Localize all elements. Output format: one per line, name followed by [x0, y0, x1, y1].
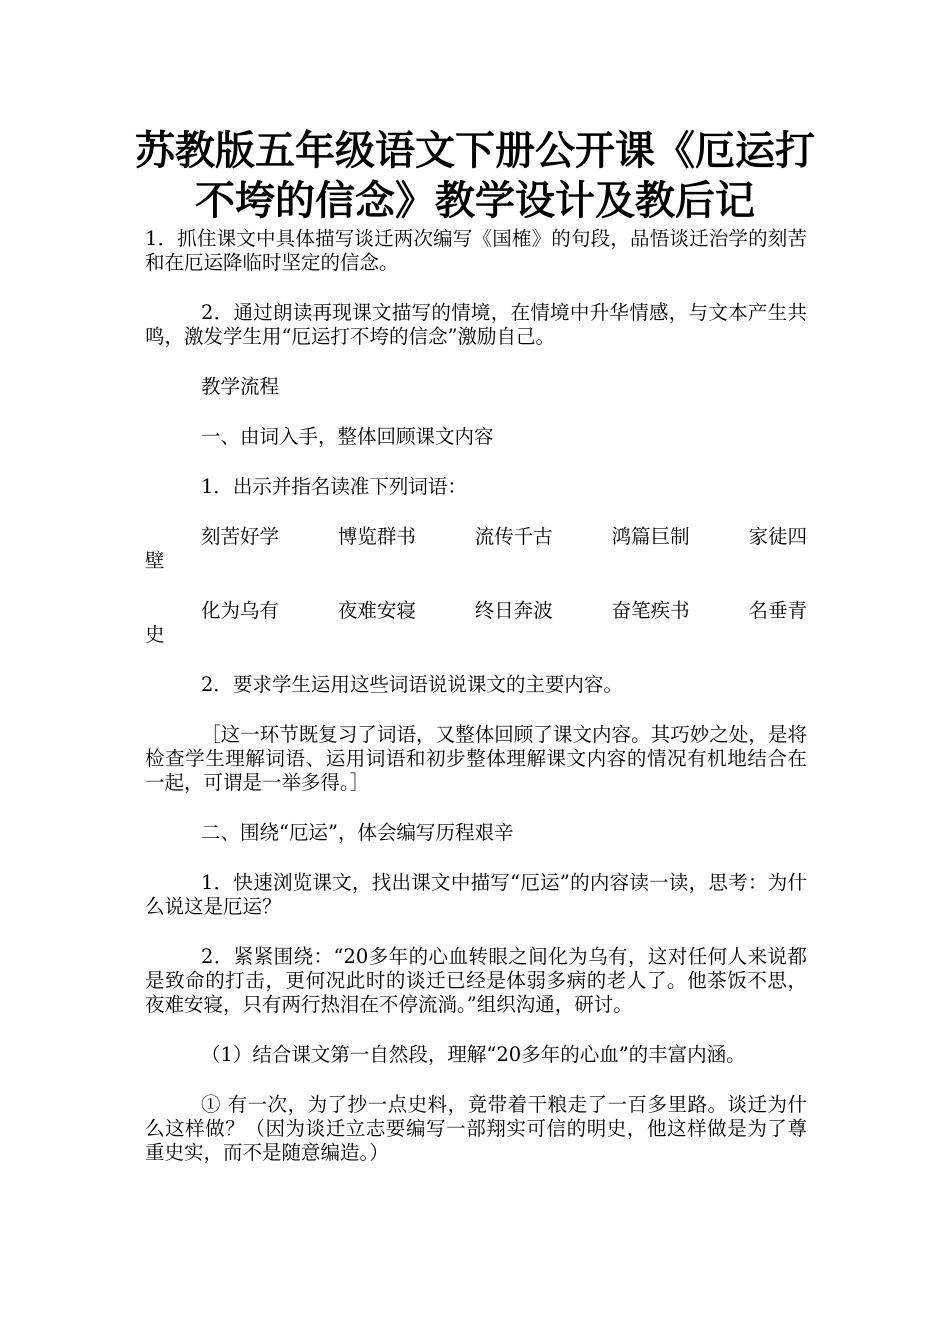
vocabulary-word-wrap: 史 [145, 623, 165, 646]
vocabulary-word: 鸿篇巨制 [611, 525, 690, 548]
paragraph-step-2: 2．要求学生运用这些词语说说课文的主要内容。 [201, 673, 623, 696]
paragraph-objective-1: 1．抓住课文中具体描写谈迁两次编写《国榷》的句段，品悟谈迁治学的刻苦和在厄运降临时坚定的信念。 [145, 227, 807, 274]
paragraph-objective-2: 2．通过朗读再现课文描写的情境，在情境中升华情感，与文本产生共鸣，激发学生用“厄运打不垮的信念”激励自己。 [145, 301, 807, 348]
paragraph-step-1: 1．出示并指名读准下列词语： [201, 475, 467, 498]
vocabulary-word: 流传千古 [474, 525, 553, 548]
paragraph-sub-1-a: ① 有一次，为了抄一点史料，竟带着干粮走了一百多里路。谈迁为什么这样做？（因为谈迁立志要编写一部翔实可信的明史，他这样做是为了尊重史实，而不是随意编造。） [145, 1093, 807, 1164]
vocabulary-word: 名垂青 [748, 599, 807, 622]
document-body [145, 227, 807, 1191]
vocabulary-row-2 [145, 599, 807, 647]
vocabulary-word: 化为乌有 [201, 599, 280, 622]
paragraph-commentary: ［这一环节既复习了词语，又整体回顾了课文内容。其巧妙之处，是将检查学生理解词语、运用词语和初步整体理解课文内容的情况有机地结合在一起，可谓是一举多得。］ [145, 723, 807, 794]
paragraph-browse: 1．快速浏览课文，找出课文中描写“厄运”的内容读一读，思考：为什么说这是厄运？ [145, 871, 807, 918]
paragraph-sub-1: （1）结合课文第一自然段，理解“20多年的心血”的丰富内涵。 [201, 1043, 746, 1066]
vocabulary-word: 奋笔疾书 [611, 599, 690, 622]
title-line-1: 苏教版五年级语文下册公开课《厄运打 [135, 127, 815, 174]
paragraph-discussion: 2．紧紧围绕：“20多年的心血转眼之间化为乌有，这对任何人来说都是致命的打击，更何况此时的谈迁已经是体弱多病的老人了。他茶饭不思，夜难安寝，只有两行热泪在不停流淌。”组织沟通，研讨。 [145, 945, 807, 1016]
heading-teaching-process: 教学流程 [201, 375, 280, 398]
vocabulary-word: 刻苦好学 [201, 525, 280, 548]
vocabulary-word-wrap: 壁 [145, 549, 165, 572]
vocabulary-word: 家徒四 [748, 525, 807, 548]
vocabulary-word: 终日奔波 [474, 599, 553, 622]
vocabulary-row-1 [145, 525, 807, 573]
heading-section-2: 二、围绕“厄运”，体会编写历程艰辛 [201, 821, 514, 844]
vocabulary-word: 博览群书 [337, 525, 416, 548]
vocabulary-word: 夜难安寝 [337, 599, 416, 622]
heading-section-1: 一、由词入手，整体回顾课文内容 [201, 425, 494, 448]
title-line-2: 不垮的信念》教学设计及教后记 [195, 177, 755, 224]
document-title [118, 126, 832, 226]
